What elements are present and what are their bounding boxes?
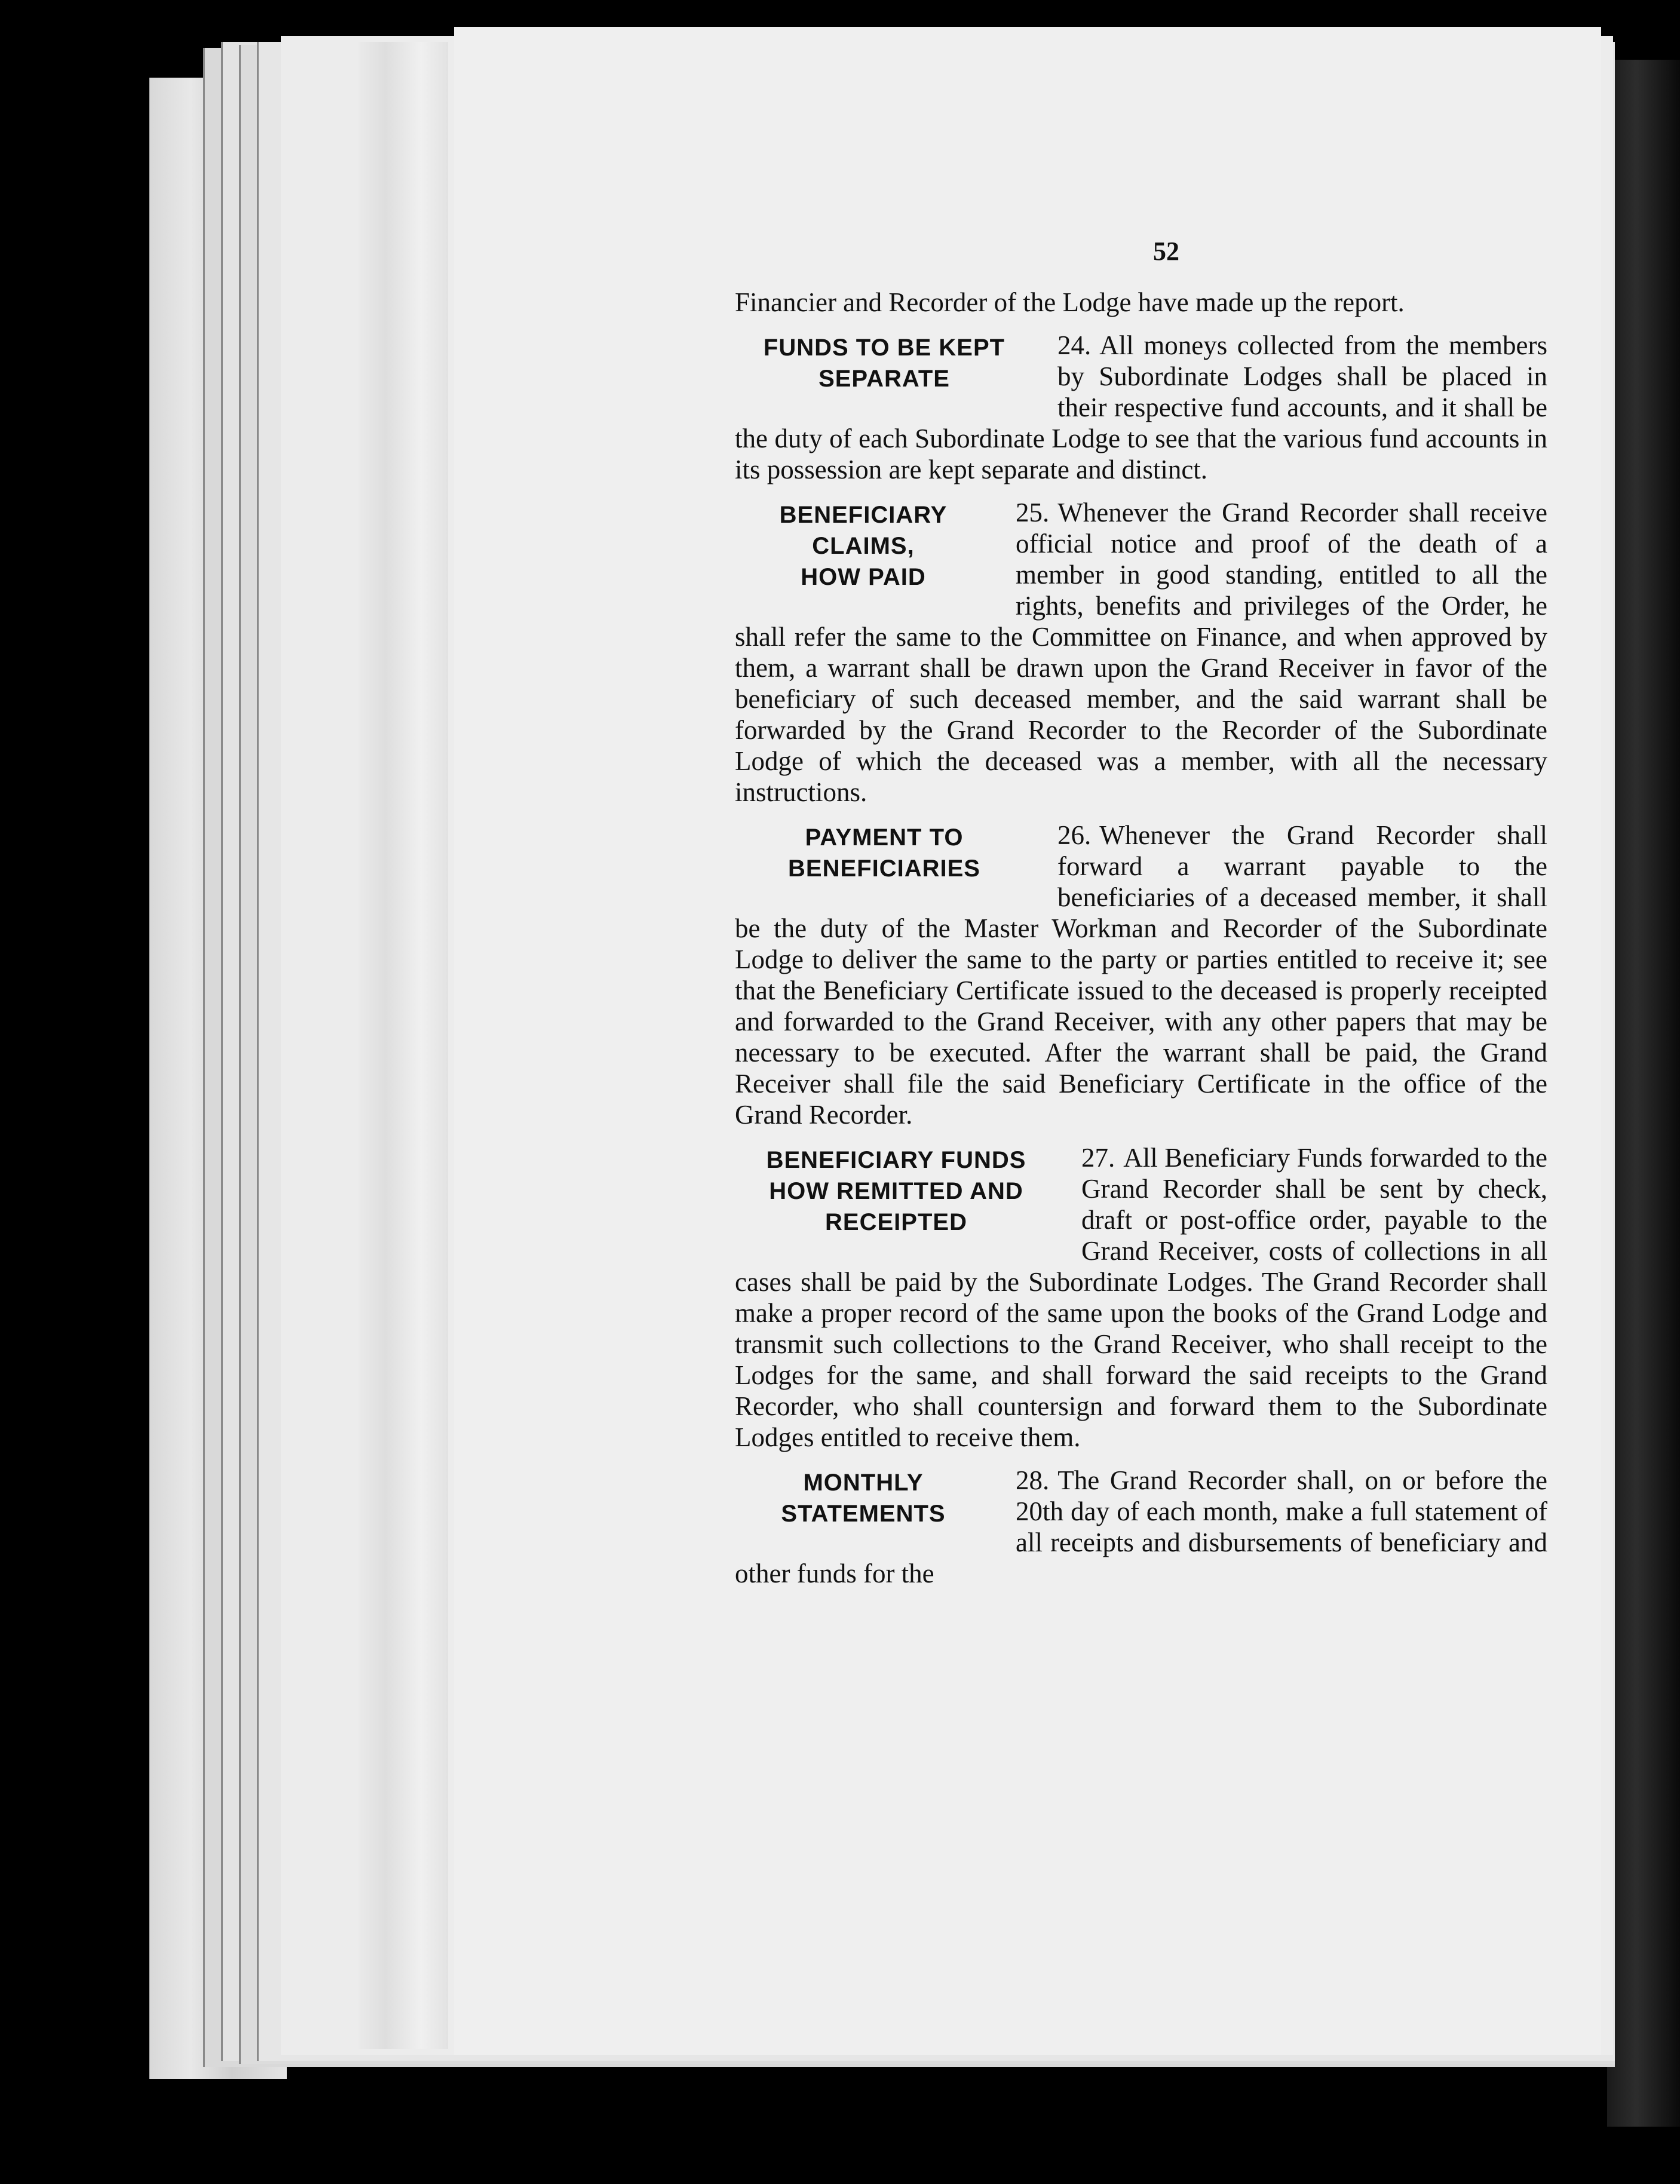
side-heading-line: BENEFICIARY (779, 502, 948, 528)
page-text (735, 287, 1547, 1593)
section-24 (735, 330, 1547, 485)
side-heading-line: BENEFICIARY FUNDS (766, 1147, 1026, 1173)
side-heading (735, 1467, 992, 1529)
side-heading-line: BENEFICIARIES (788, 855, 980, 882)
side-heading (735, 499, 992, 593)
side-heading-line: HOW PAID (801, 564, 926, 590)
section-text: The Grand Recorder shall, on or before the 20th day of each month, make a full statement of all receipts and disbursements of beneficiary and other funds for the (735, 1465, 1547, 1588)
section-text: All moneys collected from the members by Subordinate Lodges shall be placed in their respective fund accounts, and it shall be the duty of each Subordinate Lodge to see that the various fund accounts in its possession are kept separate and distinct. (735, 330, 1547, 484)
side-heading (735, 822, 1034, 884)
side-heading (735, 1145, 1057, 1238)
section-25 (735, 497, 1547, 808)
side-heading-line: STATEMENTS (781, 1501, 946, 1527)
side-heading-line: MONTHLY (803, 1470, 924, 1496)
side-heading-line: SEPARATE (818, 366, 950, 392)
section-number: 28. (1016, 1465, 1050, 1495)
intro-paragraph: Financier and Recorder of the Lodge have made up the report. (735, 287, 1405, 317)
page-number: 52 (1153, 237, 1179, 266)
side-heading-line: HOW REMITTED AND (769, 1178, 1023, 1204)
side-heading-line: FUNDS TO BE KEPT (763, 335, 1005, 361)
side-heading-line: RECEIPTED (825, 1209, 967, 1235)
side-heading-line: CLAIMS, (812, 533, 915, 559)
side-heading (735, 332, 1034, 394)
section-number: 26. (1057, 820, 1092, 850)
leaf-edge (358, 42, 448, 2049)
section-number: 27. (1081, 1143, 1115, 1173)
section-text: Whenever the Grand Recorder shall forward a warrant payable to the beneficiaries of a deceased member, it shall be the duty of the Master Workman and Recorder of the Subordinate Lodge to deliver the same to the party or parties entitled to receive it; see that the Beneficiary Certificate issued to the deceased is properly receipted and forwarded to the Grand Receiver, with any other papers that may be necessary to be executed. After the warrant shall be paid, the Grand Receiver shall file the said Beneficiary Certificate in the office of the Grand Recorder. (735, 820, 1547, 1130)
section-text: Whenever the Grand Recorder shall receive official notice and proof of the death of a member in good standing, entitled to all the rights, benefits and privileges of the Order, he shall refer the same to the Committee on Finance, and when approved by them, a warrant shall be drawn upon the Grand Receiver in favor of the beneficiary of such deceased member, and the said warrant shall be forwarded by the Grand Recorder to the Recorder of the Subordinate Lodge of which the deceased was a member, with all the necessary instructions. (735, 498, 1547, 807)
section-text: All Beneficiary Funds forwarded to the Grand Recorder shall be sent by check, draft or post-office order, payable to the Grand Receiver, costs of collections in all cases shall be paid by the Subordinate Lodges. The Grand Recorder shall make a proper record of the same upon the books of the Grand Lodge and transmit such collections to the Grand Receiver, who shall receipt to the Lodges for the same, and shall forward the said receipts to the Grand Recorder, who shall countersign and forward them to the Subordinate Lodges entitled to receive them. (735, 1143, 1547, 1452)
side-heading-line: PAYMENT TO (805, 824, 964, 851)
section-number: 25. (1016, 498, 1050, 527)
section-27 (735, 1142, 1547, 1453)
section-number: 24. (1057, 330, 1092, 360)
section-26 (735, 820, 1547, 1130)
scan-background-edge (1607, 60, 1680, 2127)
section-28 (735, 1465, 1547, 1589)
